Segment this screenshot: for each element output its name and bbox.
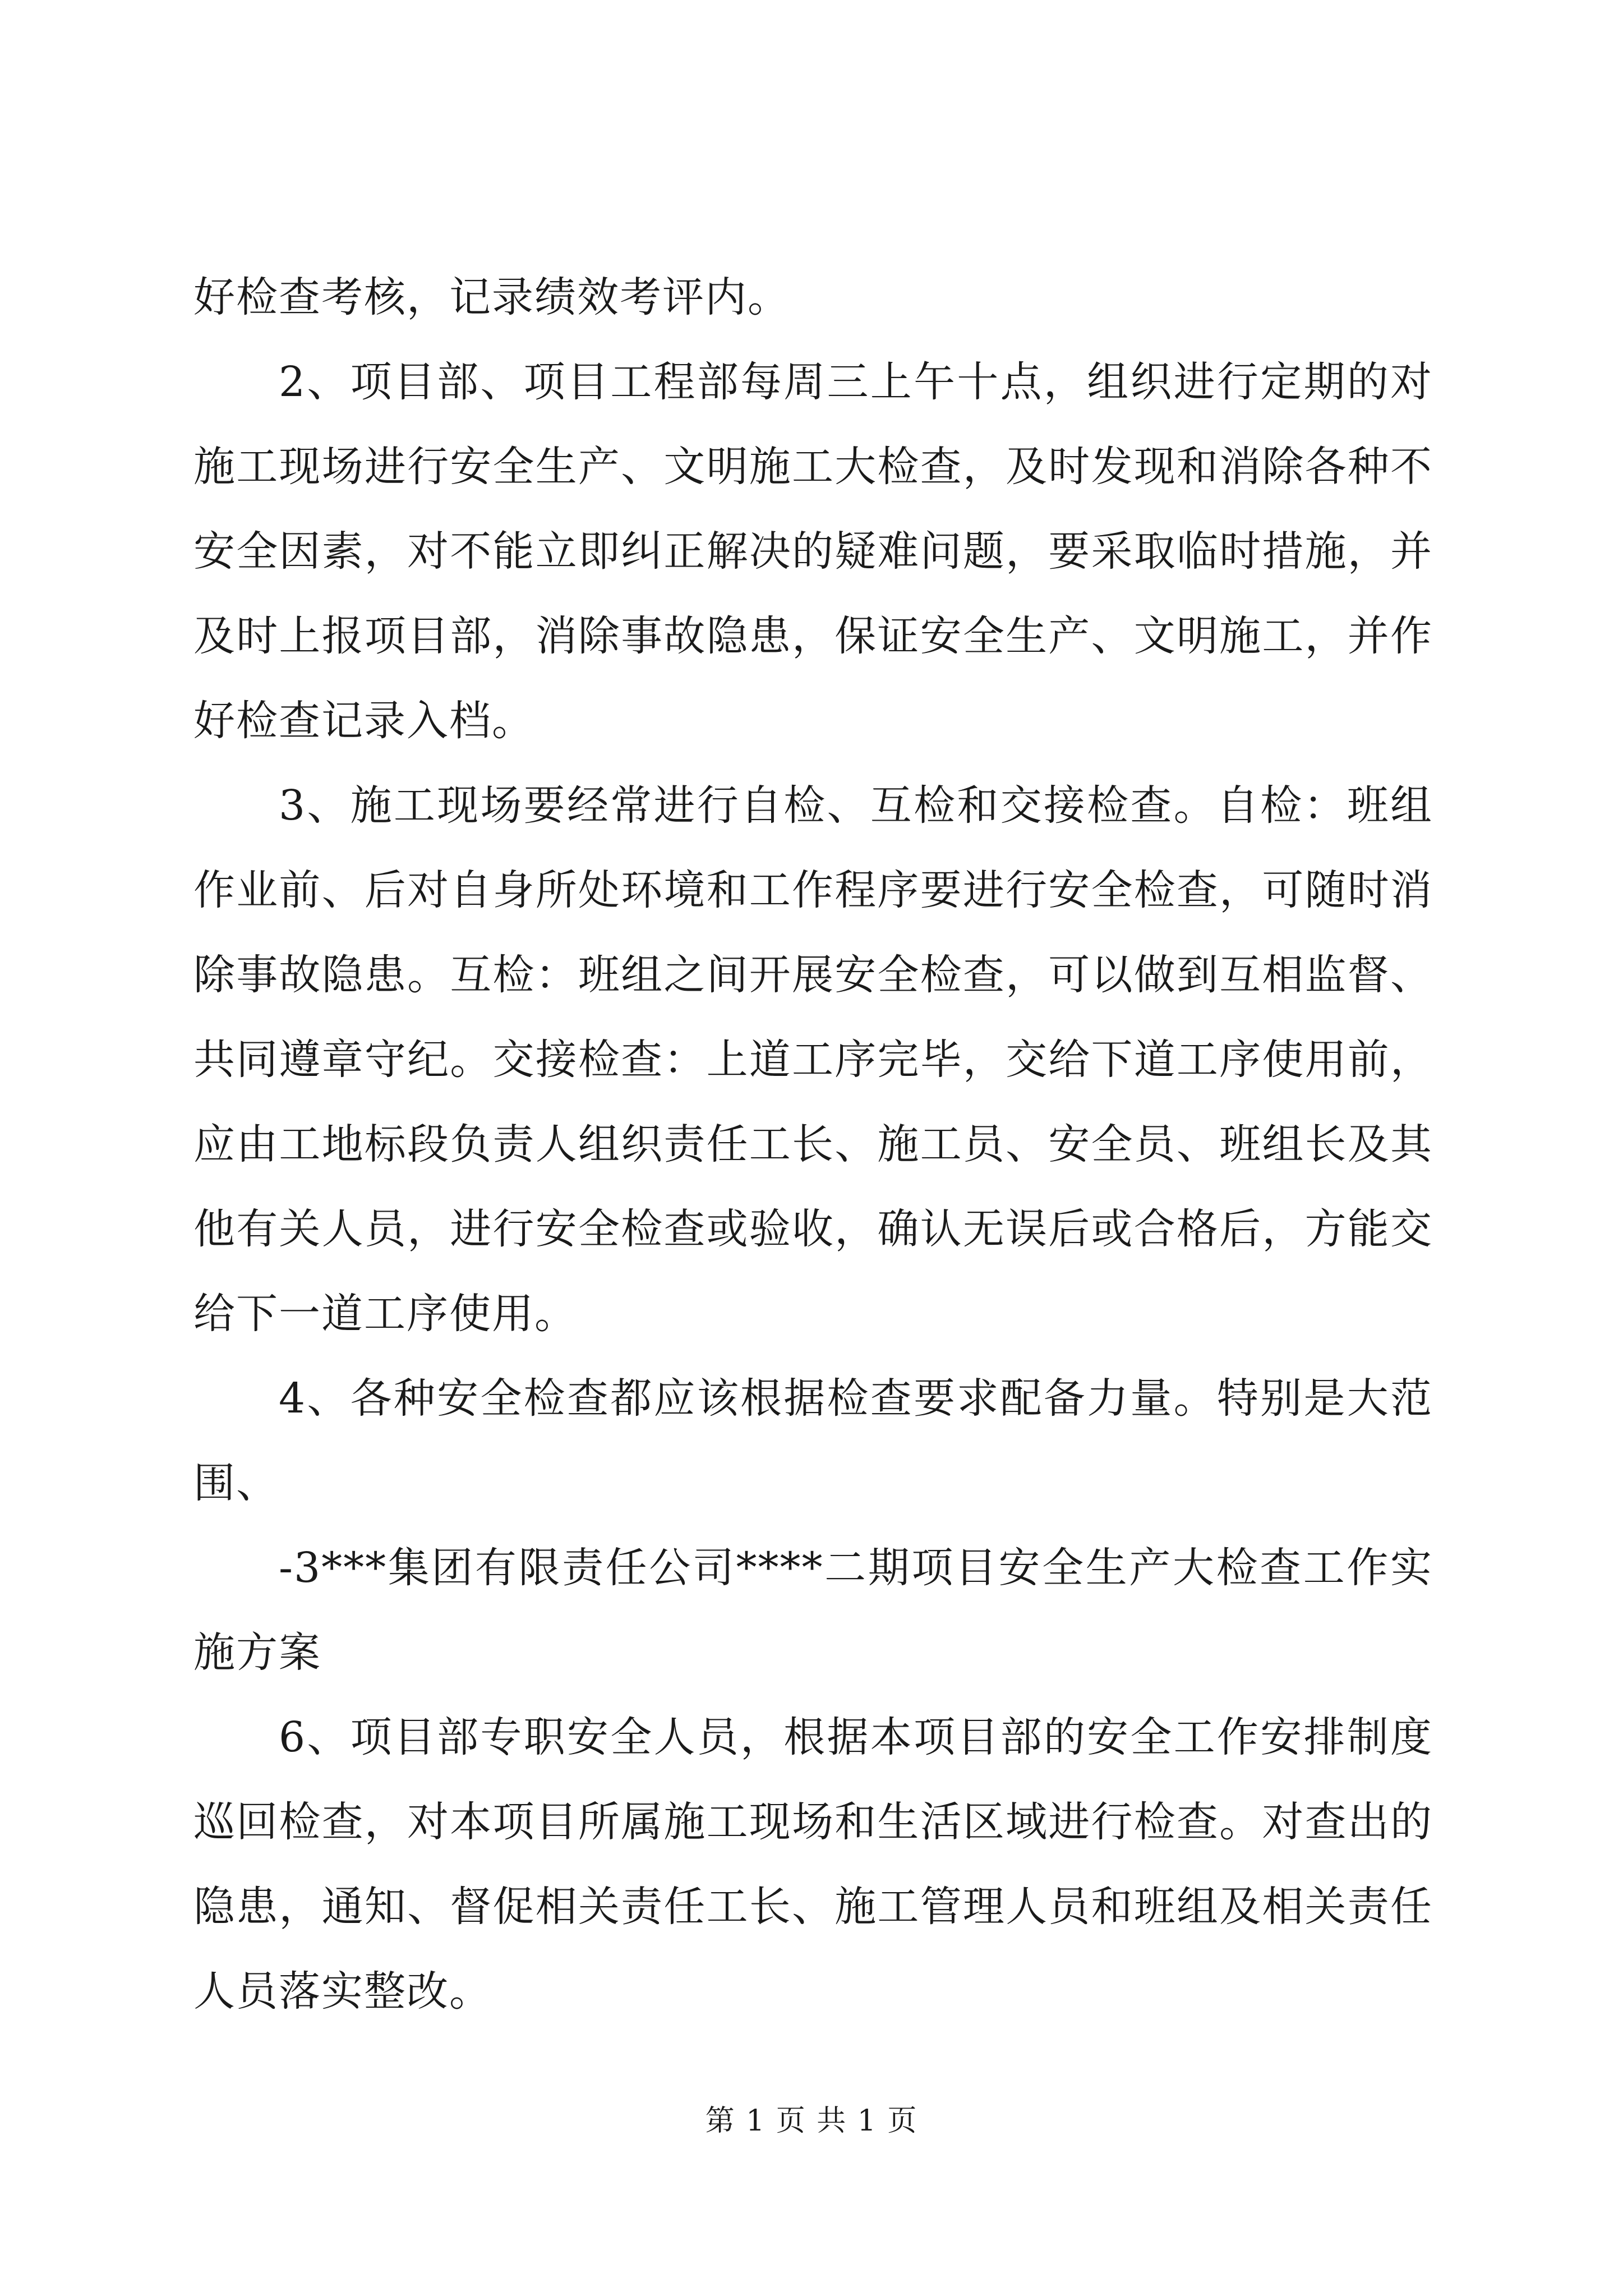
paragraph-continuation: 好检查考核，记录绩效考评内。	[193, 273, 790, 321]
paragraph-item-3: 3、施工现场要经常进行自检、互检和交接检查。自检：班组作业前、后对自身所处环境和工作程序要进行安全检查，可随时消除事故隐患。互检：班组之间开展安全检查，可以做到互相监督、共同遵章守纪。交接检查：上道工序完毕，交给下道工序使用前，应由工地标段负责人组织责任工长、施工员、安全员、班组长及其他有关人员，进行安全检查或验收，确认无误后或合格后，方能交给下一道工序使用。	[193, 781, 1433, 1338]
document-body	[193, 255, 1433, 2034]
paragraph-item-2: 2、项目部、项目工程部每周三上午十点，组织进行定期的对施工现场进行安全生产、文明施工大检查，及时发现和消除各种不安全因素，对不能立即纠正解决的疑难问题，要采取临时措施，并及时上报项目部，消除事故隐患，保证安全生产、文明施工，并作好检查记录入档。	[193, 358, 1433, 745]
page-footer: 第 1 页 共 1 页	[705, 2104, 918, 2138]
paragraph-item-4: 4、各种安全检查都应该根据检查要求配备力量。特别是大范围、	[193, 1374, 1433, 1507]
paragraph-item-6: 6、项目部专职安全人员，根据本项目部的安全工作安排制度巡回检查，对本项目所属施工现场和生活区域进行检查。对查出的隐患，通知、督促相关责任工长、施工管理人员和班组及相关责任人员落实整改。	[193, 1713, 1433, 2016]
paragraph-header-line: -3***集团有限责任公司****二期项目安全生产大检查工作实施方案	[193, 1544, 1433, 1677]
